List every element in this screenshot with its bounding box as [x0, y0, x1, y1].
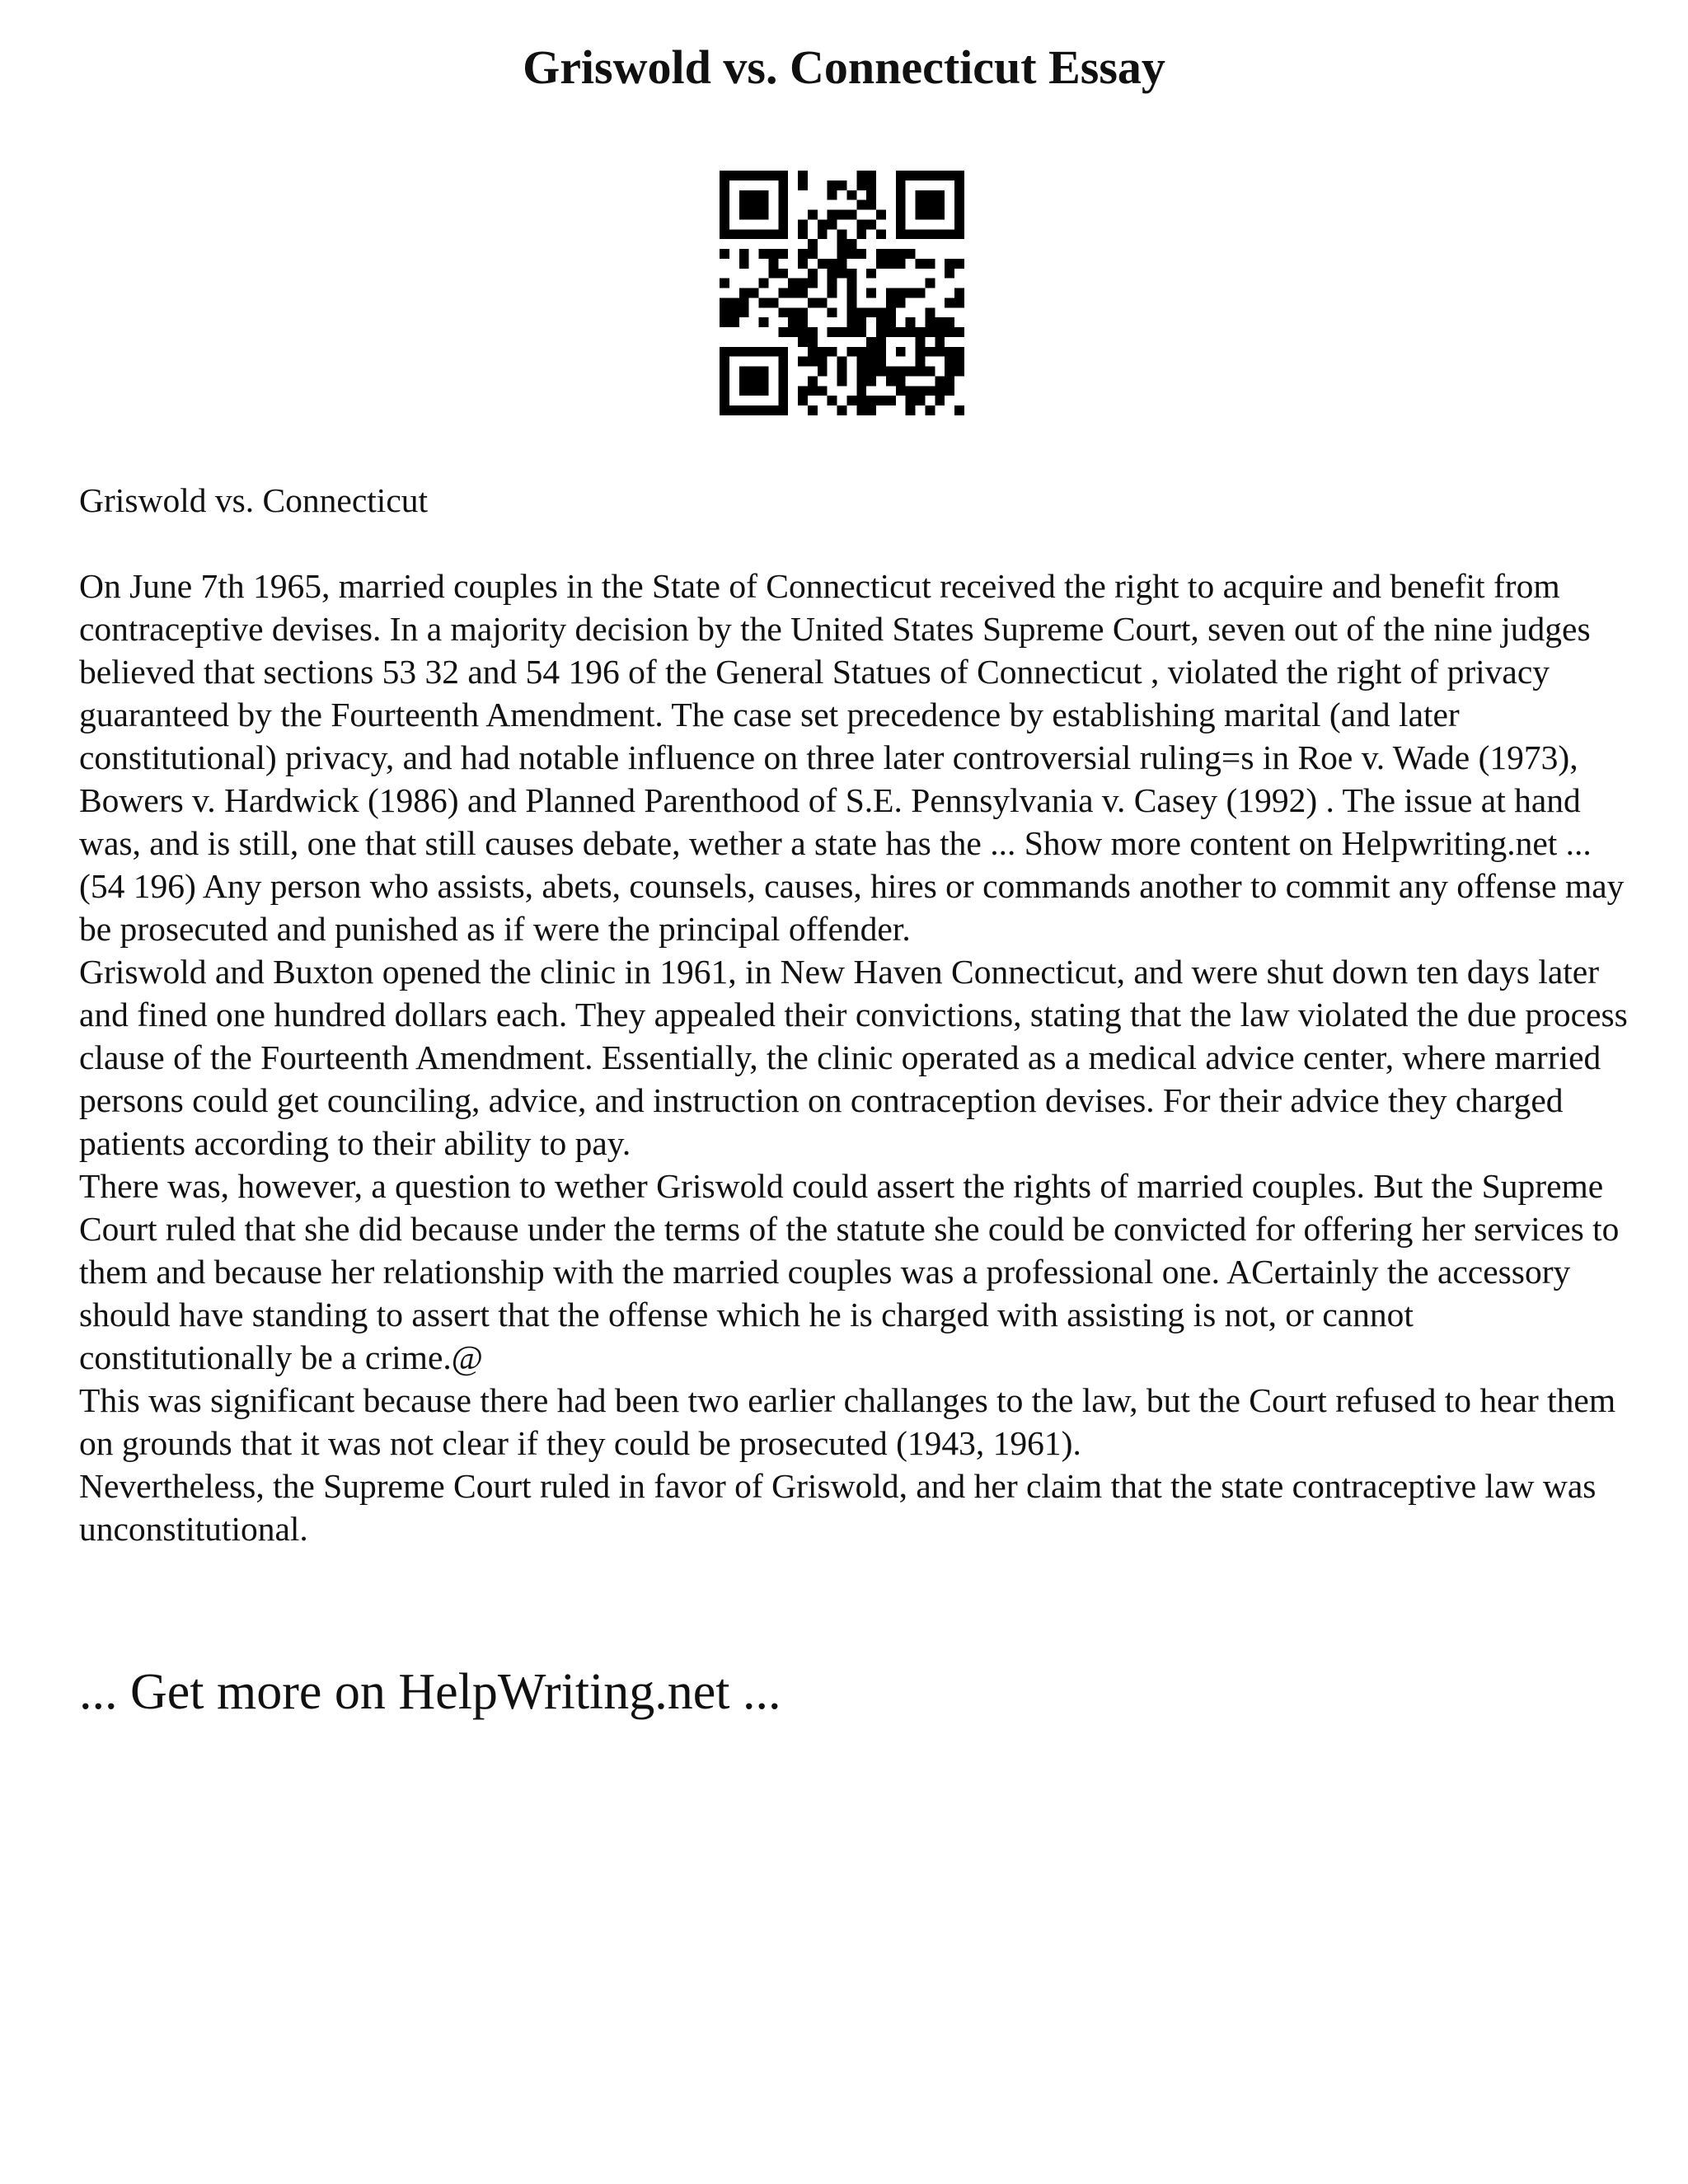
page-title: Griswold vs. Connecticut Essay — [523, 40, 1165, 94]
essay-subheading: Griswold vs. Connecticut — [79, 481, 429, 519]
essay-paragraph: Griswold and Buxton opened the clinic in 1961, in New Haven Connecticut, and were shut down ten days later and fined one hundred dollars each. They appealed their convictions, stating that the law violated the due process clause of the Fourteenth Amendment. Essentially, the clinic operated as a medical advice center, where married persons could get counciling, advice, and instruction on contraception devises. For their advice they charged patients according to their ability to pay. — [79, 953, 1628, 1162]
essay-body — [79, 479, 1629, 1550]
get-more-link[interactable]: ... Get more on HelpWriting.net ... — [79, 1664, 781, 1720]
essay-paragraph: Nevertheless, the Supreme Court ruled in favor of Griswold, and her claim that the state contraceptive law was unconstitutional. — [79, 1467, 1597, 1548]
essay-paragraph: There was, however, a question to wether Griswold could assert the rights of married couples. But the Supreme Court ruled that she did because under the terms of the statute she could be convicted for offering her services to them and because her relationship with the married couples was a professional one. ACertainly the accessory should have standing to assert that the offense which he is charged with assisting is not, or cannot constitutionally be a crime.@ — [79, 1167, 1620, 1376]
essay-paragraph: (54 196) Any person who assists, abets, counsels, causes, hires or commands another to commit any offense may be prosecuted and punished as if were the principal offender. — [79, 867, 1625, 948]
essay-paragraph: This was significant because there had been two earlier challanges to the law, but the Court refused to hear them on grounds that it was not clear if they could be prosecuted (1943, 1961). — [79, 1381, 1616, 1462]
essay-paragraph: On June 7th 1965, married couples in the State of Connecticut received the right to acquire and benefit from contraceptive devises. In a majority decision by the United States Supreme Court, seven out of the nine judges believed that sections 53 32 and 54 196 of the General Statues of Connecticut , violated the right of privacy guaranteed by the Fourteenth Amendment. The case set precedence by establishing marital (and later constitutional) privacy, and had notable influence on three later controversial ruling=s in Roe v. Wade (1973), Bowers v. Hardwick (1986) and Planned Parenthood of S.E. Pennsylvania v. Casey (1992) . The issue at hand was, and is still, one that still causes debate, wether a state has the ... Show more content on Helpwriting.net ... — [79, 567, 1592, 862]
qr-code-icon — [720, 171, 964, 415]
